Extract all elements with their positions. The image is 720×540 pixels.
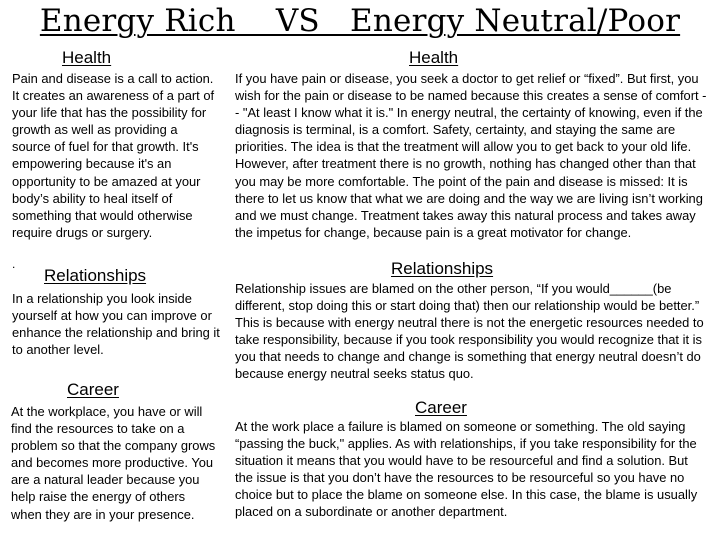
right-health-heading: Health: [409, 48, 459, 67]
left-career-text: At the workplace, you have or will find the resources to take on a problem so that the company grows and becomes more productive. You are a natural leader because you help raise the energy of others when they are in your presence.: [11, 404, 216, 522]
left-career-heading: Career: [67, 380, 119, 399]
left-health-text: Pain and disease is a call to action. It creates an awareness of a part of your life that has the possibility for growth as well as providing a source of fuel for that growth. It's empowering because it's an opportunity to be amazed at your body’s ability to heal itself of something that would otherwise require drugs or surgery.: [12, 71, 215, 240]
right-career-heading: Career: [415, 398, 467, 417]
left-health-heading: Health: [62, 48, 112, 67]
left-relationships-heading: Relationships: [44, 266, 147, 285]
right-relationships-text: Relationship issues are blamed on the other person, “If you would______(be different, stop doing this or start doing that) then our relationship would be better.” This is because with energy neutral there is not the energetic resources needed to take responsibility, because if you took responsibility you would recognize that it is you that needs to change and change is something that energy neutral doesn’t do because energy neutral seeks status quo.: [235, 281, 704, 382]
stray-mark: .: [12, 257, 16, 271]
right-career-text: At the work place a failure is blamed on someone or something. The old saying “passing the buck," applies. As with relationships, if you take responsibility for the situation it means that you would have to be resourceful and find a solution. But the issue is that you don’t have the resources to be resourceful so you have no choice but to place the blame on someone else. In this case, the blame is usually placed on a subordinate or another department.: [235, 419, 698, 520]
page-title: Energy Rich VS Energy Neutral/Poor: [39, 3, 681, 39]
right-relationships-heading: Relationships: [391, 259, 494, 278]
left-relationships-text: In a relationship you look inside yourself at how you can improve or enhance the relationship and bring it to another level.: [12, 291, 220, 358]
right-health-text: If you have pain or disease, you seek a doctor to get relief or “fixed”. But first, you wish for the pain or disease to be named because this creates a sense of comfort -- "At least I know what it is." In energy neutral, the certainty of knowing, even if the diagnosis is terminal, is a comfort. Safety, certainty, and staying the same are priorities. The idea is that the treatment will allow you to get back to your old life. However, after treatment there is no growth, nothing has changed other than that you may be more comfortable. The point of the pain and disease is missed: It is there to let us know that what we are doing and the way we are living isn’t working and we must change. Treatment takes away this natural process and takes away the impetus for change, because pain is a great motivator for change.: [235, 71, 707, 240]
